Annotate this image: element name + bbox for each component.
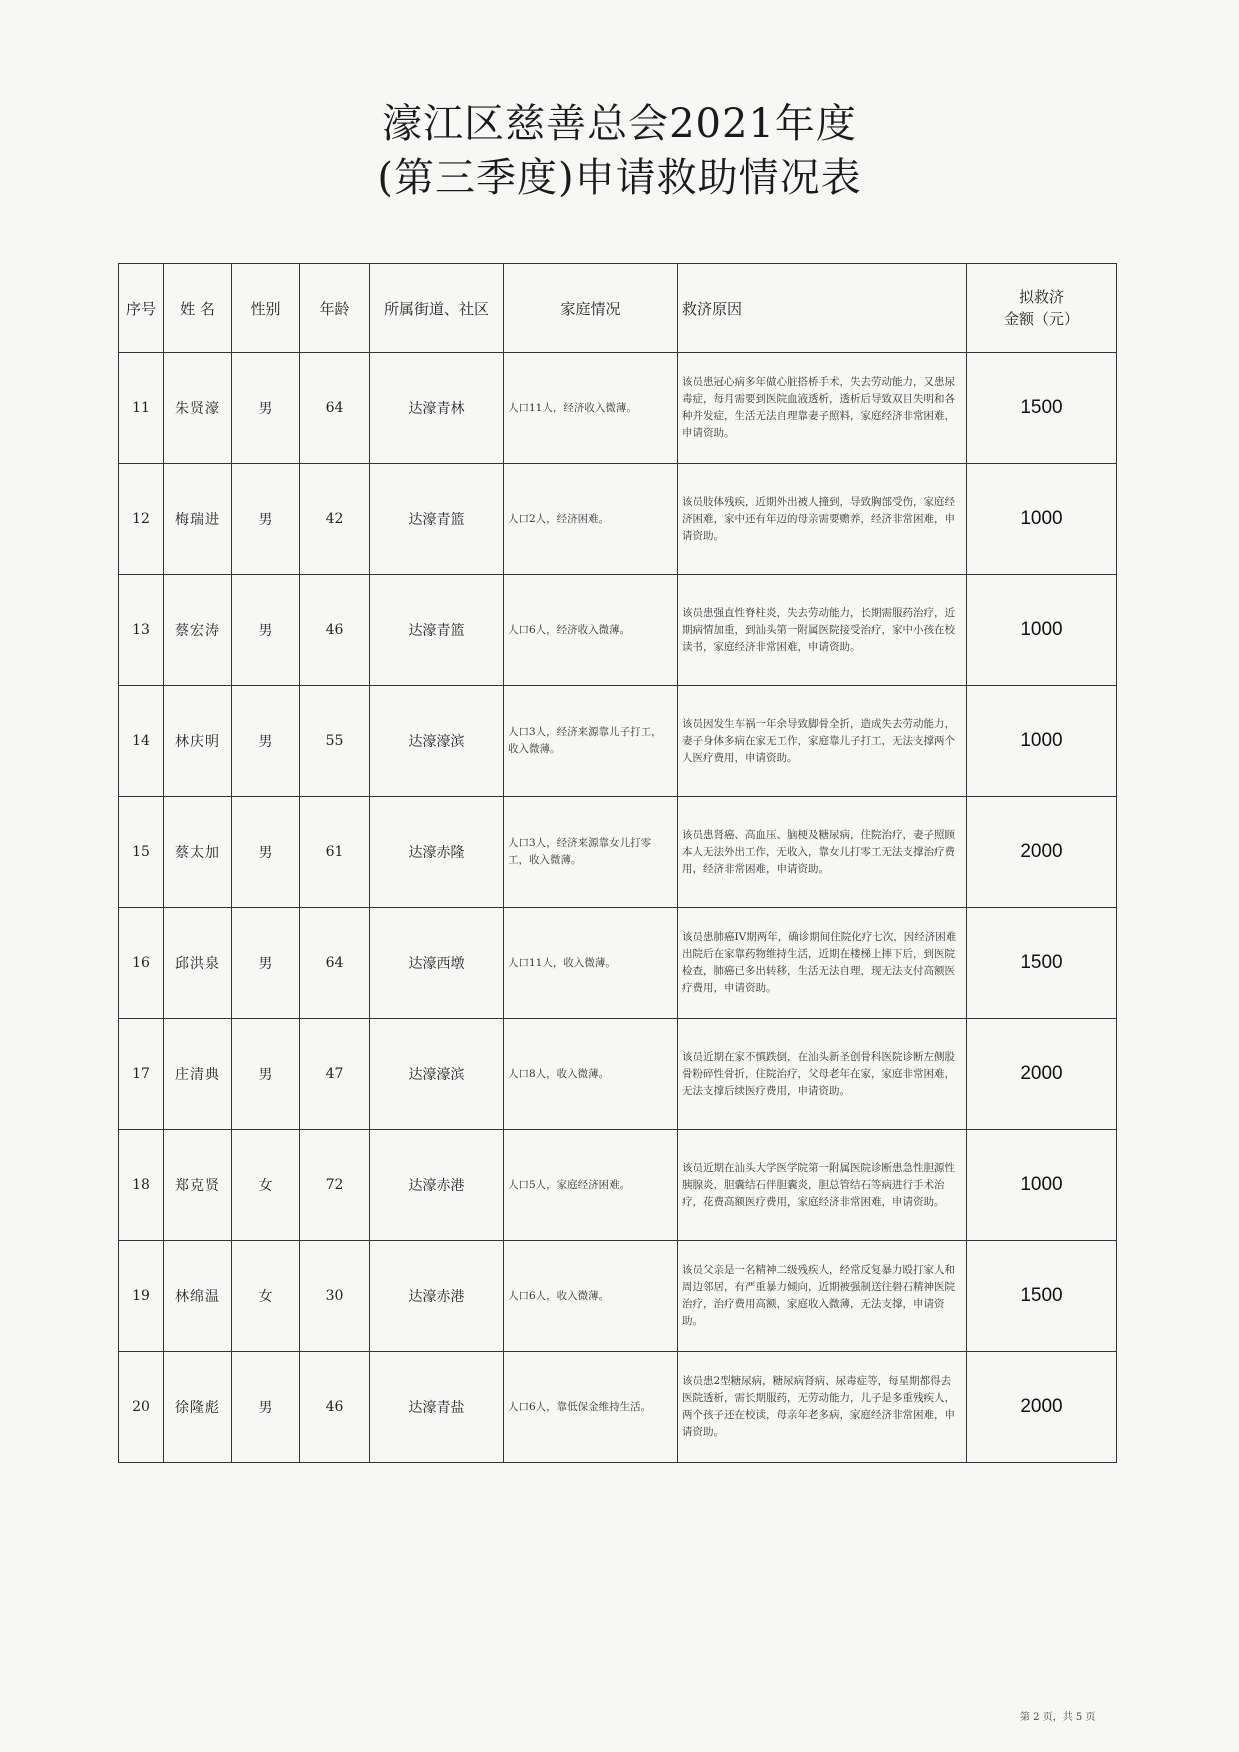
page-title-line2: (第三季度)申请救助情况表 — [377, 155, 862, 201]
cell-gender: 女 — [232, 1130, 300, 1241]
cell-reason: 该员患肾癌、高血压、脑梗及糖尿病，住院治疗，妻子照顾本人无法外出工作，无收入，靠女儿打零工无法支撑治疗费用，经济非常困难，申请资助。 — [678, 797, 967, 908]
cell-gender: 男 — [232, 1352, 300, 1463]
header-amount-line1: 拟救济 — [1018, 288, 1064, 306]
cell-community: 达濠青林 — [370, 353, 504, 464]
header-name: 姓 名 — [164, 264, 232, 353]
cell-age: 61 — [300, 797, 370, 908]
header-community: 所属街道、社区 — [370, 264, 504, 353]
cell-age: 55 — [300, 686, 370, 797]
cell-name: 庄清典 — [164, 1019, 232, 1130]
cell-amount: 2000 — [967, 1352, 1117, 1463]
cell-age: 46 — [300, 575, 370, 686]
header-seq: 序号 — [119, 264, 164, 353]
cell-gender: 男 — [232, 908, 300, 1019]
cell-amount: 1500 — [967, 1241, 1117, 1352]
cell-gender: 女 — [232, 1241, 300, 1352]
cell-family: 人口11人，经济收入微薄。 — [504, 353, 678, 464]
cell-amount: 1000 — [967, 686, 1117, 797]
header-reason: 救济原因 — [678, 264, 967, 353]
cell-reason: 该员因发生车祸一年余导致脚骨全折，造成失去劳动能力，妻子身体多病在家无工作，家庭靠儿子打工，无法支撑两个人医疗费用，申请资助。 — [678, 686, 967, 797]
cell-family: 人口3人，经济来源靠女儿打零工，收入微薄。 — [504, 797, 678, 908]
cell-family: 人口2人，经济困难。 — [504, 464, 678, 575]
table-row — [119, 1130, 1117, 1241]
header-amount-line2: 金额（元） — [1003, 310, 1079, 328]
cell-seq: 18 — [119, 1130, 164, 1241]
cell-seq: 17 — [119, 1019, 164, 1130]
cell-name: 朱贤濠 — [164, 353, 232, 464]
cell-reason: 该员患冠心病多年做心脏搭桥手术，失去劳动能力，又患尿毒症，每月需要到医院血液透析，透析后导致双目失明和各种并发症，生活无法自理靠妻子照料，家庭经济非常困难，申请资助。 — [678, 353, 967, 464]
cell-community: 达濠濠滨 — [370, 686, 504, 797]
table-row — [119, 464, 1117, 575]
cell-age: 30 — [300, 1241, 370, 1352]
table-row — [119, 797, 1117, 908]
cell-community: 达濠西墩 — [370, 908, 504, 1019]
cell-amount: 1500 — [967, 353, 1117, 464]
cell-gender: 男 — [232, 686, 300, 797]
table-row — [119, 575, 1117, 686]
cell-seq: 11 — [119, 353, 164, 464]
cell-seq: 14 — [119, 686, 164, 797]
aid-application-table — [118, 263, 1117, 1463]
cell-gender: 男 — [232, 464, 300, 575]
header-gender: 性别 — [232, 264, 300, 353]
cell-community: 达濠青篮 — [370, 575, 504, 686]
cell-gender: 男 — [232, 797, 300, 908]
table-row — [119, 1352, 1117, 1463]
cell-family: 人口6人，收入微薄。 — [504, 1241, 678, 1352]
cell-family: 人口6人，经济收入微薄。 — [504, 575, 678, 686]
cell-age: 46 — [300, 1352, 370, 1463]
table-header-row — [119, 264, 1117, 353]
cell-gender: 男 — [232, 1019, 300, 1130]
cell-amount: 1500 — [967, 908, 1117, 1019]
cell-reason: 该员父亲是一名精神二级残疾人，经常反复暴力殴打家人和周边邻居，有严重暴力倾向，近期被强制送往礐石精神医院治疗，治疗费用高额，家庭收入微薄，无法支撑，申请资助。 — [678, 1241, 967, 1352]
cell-reason: 该员患肺癌IV期两年，确诊期间住院化疗七次，因经济困难出院后在家靠药物维持生活，近期在楼梯上摔下后，到医院检查，肺癌已多出转移，生活无法自理，现无法支付高额医疗费用，申请资助。 — [678, 908, 967, 1019]
cell-seq: 12 — [119, 464, 164, 575]
cell-family: 人口3人，经济来源靠儿子打工，收入微薄。 — [504, 686, 678, 797]
page-title-line1: 濠江区慈善总会2021年度 — [382, 101, 857, 147]
cell-seq: 15 — [119, 797, 164, 908]
table-row — [119, 353, 1117, 464]
cell-community: 达濠赤隆 — [370, 797, 504, 908]
table-row — [119, 686, 1117, 797]
cell-name: 林庆明 — [164, 686, 232, 797]
cell-age: 42 — [300, 464, 370, 575]
cell-amount: 1000 — [967, 575, 1117, 686]
cell-reason: 该员近期在家不慎跌倒，在汕头新圣创骨科医院诊断左侧股骨粉碎性骨折，住院治疗，父母老年在家，家庭非常困难，无法支撑后续医疗费用，申请资助。 — [678, 1019, 967, 1130]
cell-age: 64 — [300, 908, 370, 1019]
cell-amount: 2000 — [967, 797, 1117, 908]
cell-family: 人口11人，收入微薄。 — [504, 908, 678, 1019]
cell-name: 徐隆彪 — [164, 1352, 232, 1463]
cell-gender: 男 — [232, 575, 300, 686]
cell-community: 达濠青篮 — [370, 464, 504, 575]
page-number: 第 2 页，共 5 页 — [1020, 1712, 1096, 1723]
table-row — [119, 1019, 1117, 1130]
header-age: 年龄 — [300, 264, 370, 353]
cell-name: 梅瑞进 — [164, 464, 232, 575]
cell-seq: 13 — [119, 575, 164, 686]
header-family: 家庭情况 — [504, 264, 678, 353]
cell-family: 人口8人，收入微薄。 — [504, 1019, 678, 1130]
cell-family: 人口5人，家庭经济困难。 — [504, 1130, 678, 1241]
cell-reason: 该员近期在汕头大学医学院第一附属医院诊断患急性胆源性胰腺炎，胆囊结石伴胆囊炎，胆总管结石等病进行手术治疗，花费高额医疗费用，家庭经济非常困难，申请资助。 — [678, 1130, 967, 1241]
cell-seq: 20 — [119, 1352, 164, 1463]
cell-amount: 1000 — [967, 464, 1117, 575]
cell-seq: 19 — [119, 1241, 164, 1352]
cell-amount: 2000 — [967, 1019, 1117, 1130]
cell-age: 72 — [300, 1130, 370, 1241]
table-row — [119, 908, 1117, 1019]
header-amount — [967, 264, 1117, 353]
table-row — [119, 1241, 1117, 1352]
cell-community: 达濠赤港 — [370, 1241, 504, 1352]
cell-seq: 16 — [119, 908, 164, 1019]
cell-name: 林绵温 — [164, 1241, 232, 1352]
cell-reason: 该员肢体残疾，近期外出被人撞到，导致胸部受伤，家庭经济困难，家中还有年迈的母亲需要赡养，经济非常困难，申请资助。 — [678, 464, 967, 575]
cell-age: 47 — [300, 1019, 370, 1130]
cell-name: 邱洪泉 — [164, 908, 232, 1019]
cell-community: 达濠青盐 — [370, 1352, 504, 1463]
cell-amount: 1000 — [967, 1130, 1117, 1241]
cell-community: 达濠濠滨 — [370, 1019, 504, 1130]
cell-family: 人口6人，靠低保金维持生活。 — [504, 1352, 678, 1463]
cell-age: 64 — [300, 353, 370, 464]
cell-name: 郑克贤 — [164, 1130, 232, 1241]
cell-name: 蔡太加 — [164, 797, 232, 908]
cell-reason: 该员患2型糖尿病，糖尿病肾病、尿毒症等，每星期都得去医院透析，需长期服药，无劳动能力，儿子是多重残疾人，两个孩子还在校读，母亲年老多病，家庭经济非常困难，申请资助。 — [678, 1352, 967, 1463]
cell-gender: 男 — [232, 353, 300, 464]
cell-name: 蔡宏涛 — [164, 575, 232, 686]
cell-community: 达濠赤港 — [370, 1130, 504, 1241]
cell-reason: 该员患强直性脊柱炎，失去劳动能力，长期需服药治疗，近期病情加重，到汕头第一附属医院接受治疗，家中小孩在校读书，家庭经济非常困难，申请资助。 — [678, 575, 967, 686]
